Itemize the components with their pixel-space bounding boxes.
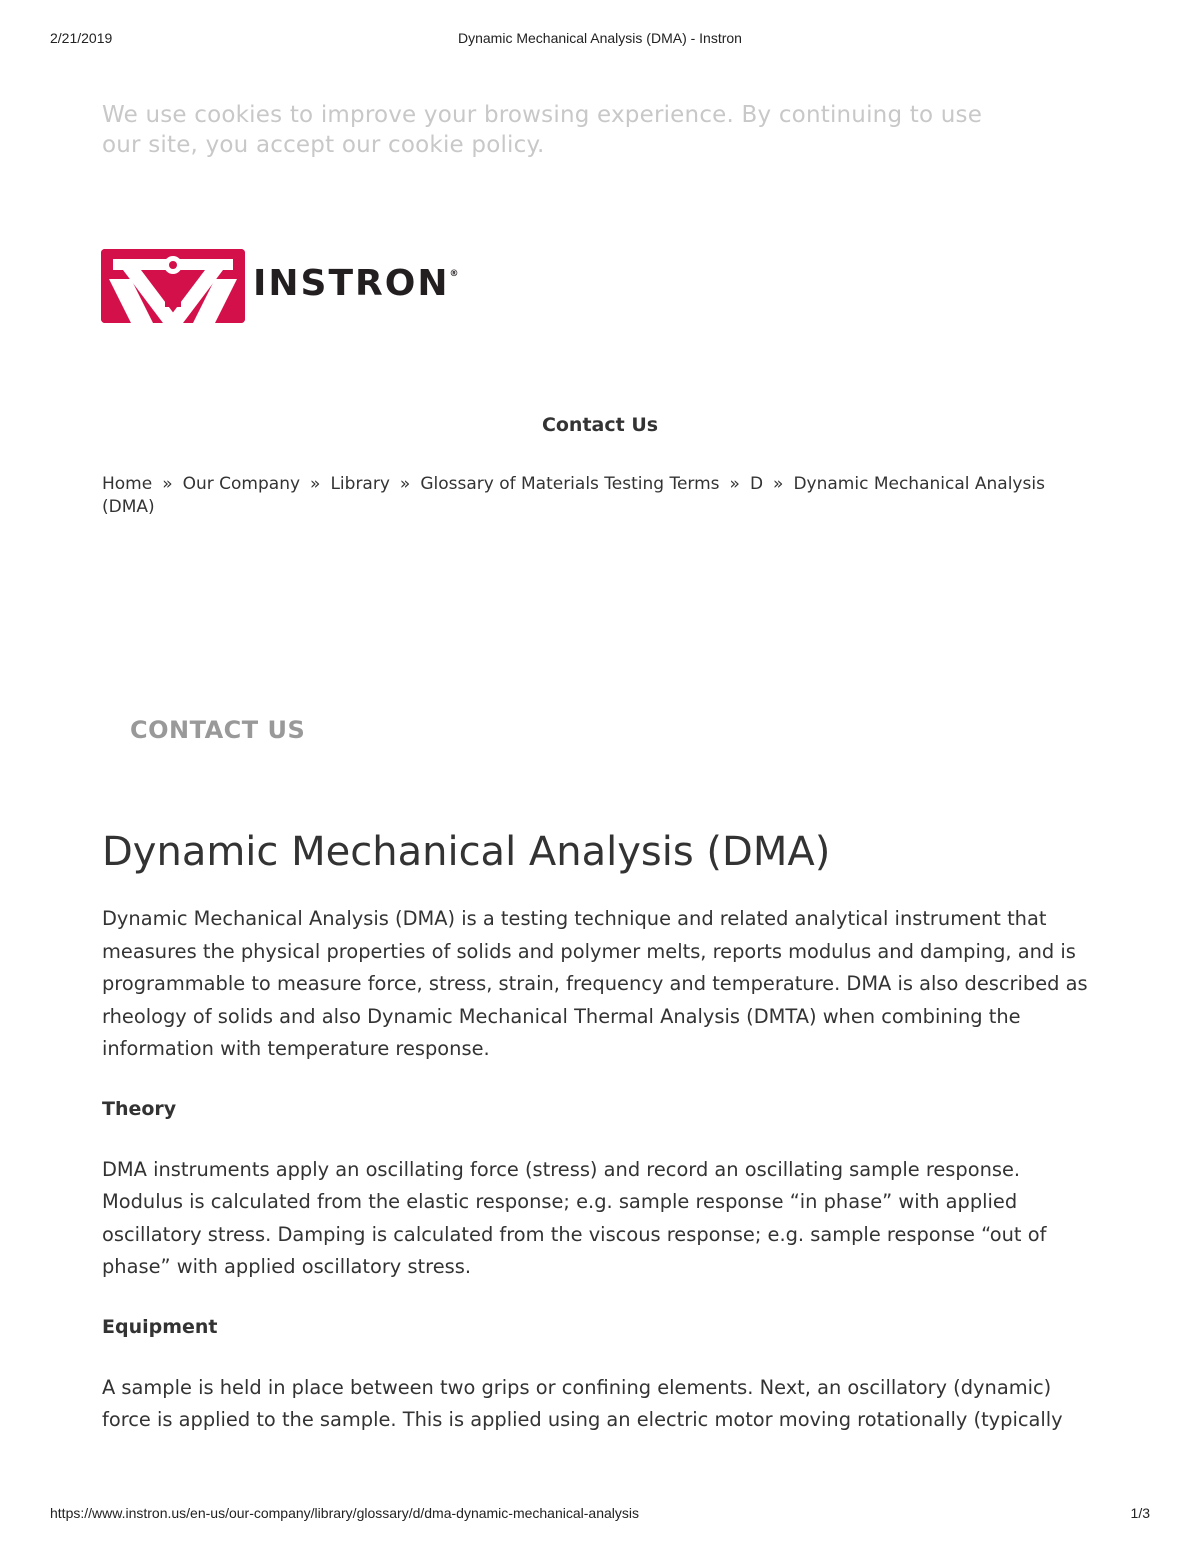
intro-paragraph: Dynamic Mechanical Analysis (DMA) is a testing technique and related analytical instrument that measures the physical properties of solids and polymer melts, reports modulus and damping, and is programmable to measure force, stress, strain, frequency and temperature. DMA is also described as rheology of solids and also Dynamic Mechanical Thermal Analysis (DMTA) when combining the information with temperature response. — [102, 907, 1088, 1060]
breadcrumb-d[interactable]: D — [749, 474, 764, 494]
section-heading-equipment: Equipment — [102, 1315, 218, 1338]
breadcrumb-library[interactable]: Library — [330, 474, 390, 494]
breadcrumb-separator: » — [162, 474, 173, 494]
breadcrumb-separator: » — [399, 474, 411, 494]
instron-wordmark-text: INSTRON — [253, 263, 450, 304]
breadcrumb-current: Dynamic Mechanical Analysis (DMA) — [102, 474, 1045, 517]
print-header — [50, 30, 1150, 48]
breadcrumb — [102, 473, 1102, 519]
theory-paragraph: DMA instruments apply an oscillating force (stress) and record an oscillating sample response. Modulus is calculated from the elastic response; e.g. sample response “in phase” with applied oscillatory stress. Damping is calculated from the viscous response; e.g. sample response “out of phase” with applied oscillatory stress. — [102, 1157, 1047, 1278]
breadcrumb-separator: » — [729, 474, 740, 494]
breadcrumb-separator: » — [773, 474, 784, 494]
print-footer — [50, 1505, 1150, 1523]
breadcrumb-glossary[interactable]: Glossary of Materials Testing Terms — [420, 474, 720, 494]
print-url: https://www.instron.us/en-us/our-company/library/glossary/d/dma-dynamic-mechanical-analysis — [50, 1505, 640, 1521]
print-title: Dynamic Mechanical Analysis (DMA) - Instron — [458, 30, 742, 46]
page-number: 1/3 — [1130, 1505, 1150, 1521]
breadcrumb-our-company[interactable]: Our Company — [182, 474, 301, 494]
section-heading-theory: Theory — [102, 1097, 177, 1120]
instron-logo[interactable] — [101, 249, 521, 325]
article-body — [102, 903, 1102, 1437]
breadcrumb-home[interactable]: Home — [102, 474, 153, 494]
instron-wordmark — [253, 263, 458, 304]
contact-us-link[interactable]: Contact Us — [541, 414, 659, 436]
cookie-notice: We use cookies to improve your browsing experience. By continuing to use our site, you accept our cookie policy. — [102, 102, 983, 158]
breadcrumb-separator: » — [310, 474, 321, 494]
registered-mark: ® — [449, 269, 459, 279]
contact-us-button[interactable]: CONTACT US — [130, 716, 306, 744]
instron-logo-mark-icon — [101, 249, 245, 323]
print-date: 2/21/2019 — [50, 30, 113, 46]
page-title: Dynamic Mechanical Analysis (DMA) — [102, 829, 831, 875]
equipment-paragraph: A sample is held in place between two grips or confining elements. Next, an oscillatory (dynamic) force is applied to the sample. This is applied using an electric motor moving rotationally (typically — [102, 1375, 1063, 1431]
